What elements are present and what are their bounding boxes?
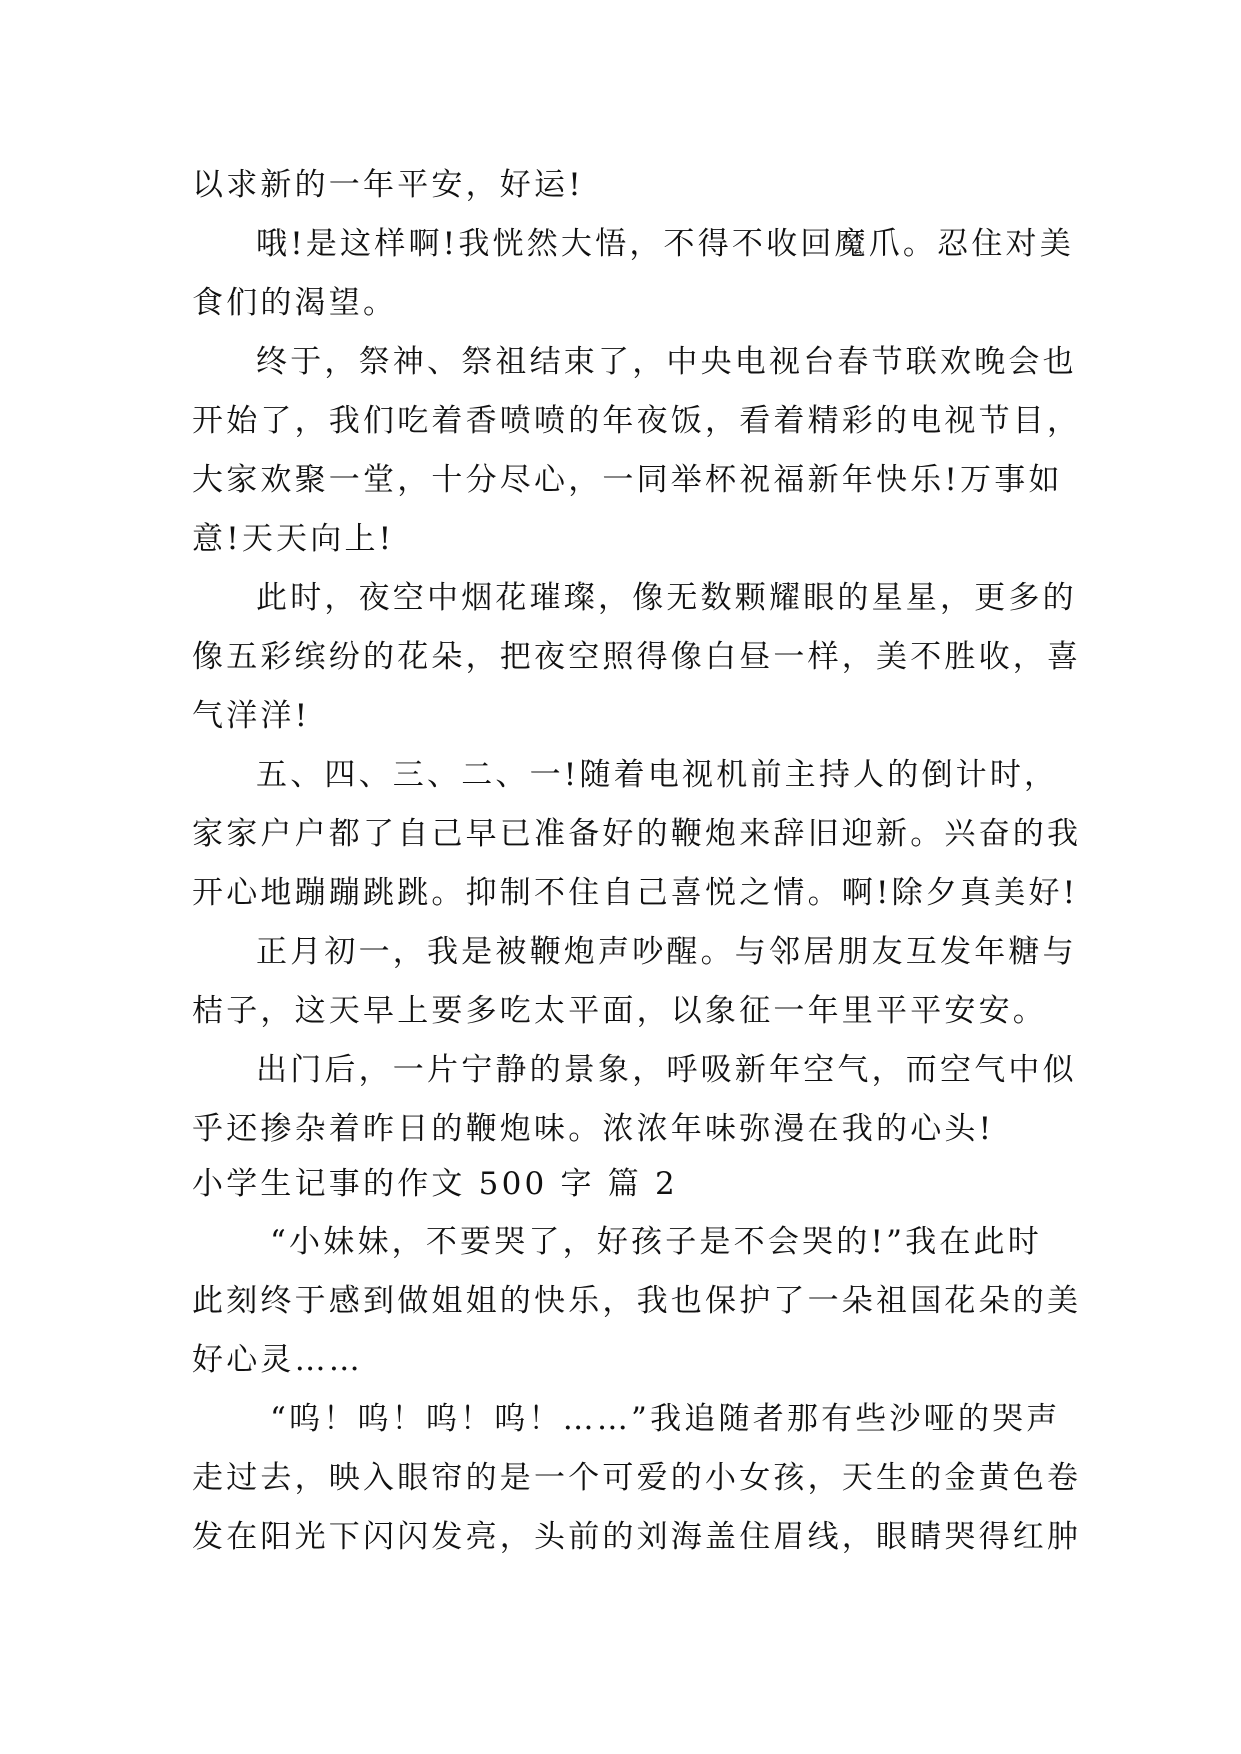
text-line: “呜！呜！呜！呜！……”我追随者那有些沙哑的哭声: [270, 1401, 1061, 1437]
text-line: 正月初一，我是被鞭炮声吵醒。与邻居朋友互发年糖与: [256, 934, 1077, 970]
text-line: 家家户户都了自己早已准备好的鞭炮来辞旧迎新。兴奋的我: [192, 816, 1082, 852]
text-line: “小妹妹，不要哭了，好孩子是不会哭的!”我在此时: [270, 1224, 1042, 1260]
text-line: 像五彩缤纷的花朵，把夜空照得像白昼一样，美不胜收，喜: [192, 639, 1082, 675]
text-line: 五、四、三、二、一!随着电视机前主持人的倒计时，: [256, 757, 1059, 793]
text-line: 走过去，映入眼帘的是一个可爱的小女孩，天生的金黄色卷: [192, 1460, 1082, 1496]
text-line: 发在阳光下闪闪发亮，头前的刘海盖住眉线，眼睛哭得红肿: [192, 1519, 1082, 1555]
section-heading: 小学生记事的作文 500 字 篇 2: [192, 1166, 678, 1202]
text-line: 此刻终于感到做姐姐的快乐，我也保护了一朵祖国花朵的美: [192, 1283, 1082, 1319]
text-line: 以求新的一年平安，好运!: [192, 167, 584, 203]
text-line: 大家欢聚一堂，十分尽心，一同举杯祝福新年快乐!万事如: [192, 462, 1063, 498]
text-line: 开始了，我们吃着香喷喷的年夜饭，看着精彩的电视节目，: [192, 403, 1082, 439]
text-line: 乎还掺杂着昨日的鞭炮味。浓浓年味弥漫在我的心头!: [192, 1111, 995, 1147]
text-line: 桔子，这天早上要多吃太平面，以象征一年里平平安安。: [192, 993, 1047, 1029]
text-line: 气洋洋!: [192, 698, 311, 734]
text-line: 食们的渴望。: [192, 285, 398, 321]
text-line: 出门后，一片宁静的景象，呼吸新年空气，而空气中似: [256, 1052, 1077, 1088]
text-line: 好心灵……: [192, 1342, 363, 1378]
text-line: 哦!是这样啊!我恍然大悟，不得不收回魔爪。忍住对美: [256, 226, 1074, 262]
text-line: 此时，夜空中烟花璀璨，像无数颗耀眼的星星，更多的: [256, 580, 1077, 616]
text-line: 终于，祭神、祭祖结束了，中央电视台春节联欢晚会也: [256, 344, 1077, 380]
text-line: 意!天天向上!: [192, 521, 395, 557]
text-line: 开心地蹦蹦跳跳。抑制不住自己喜悦之情。啊!除夕真美好!: [192, 875, 1079, 911]
